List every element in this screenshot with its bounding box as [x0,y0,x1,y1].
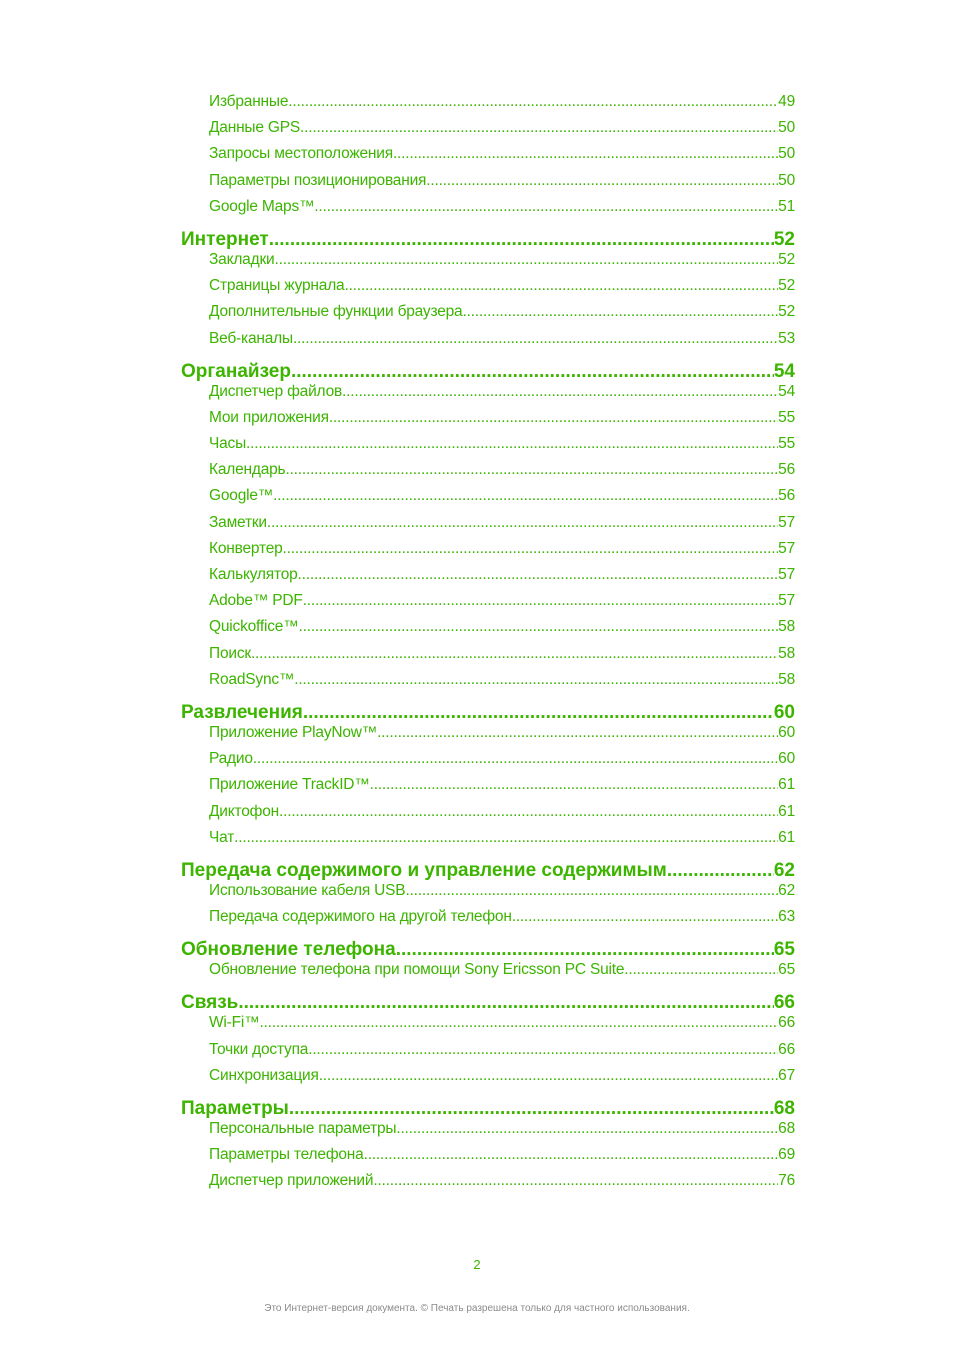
toc-entry-title: Заметки [209,513,267,531]
dot-leader [393,141,778,167]
toc-page-number: 54 [778,382,795,400]
dot-leader [298,562,779,588]
toc-entry[interactable] [181,536,795,562]
toc-page-number: 68 [773,1098,795,1119]
toc-page-number: 60 [778,750,795,768]
dot-leader [293,326,778,352]
toc-entry-title: Диспетчер файлов [209,382,343,400]
dot-leader [512,904,778,930]
toc-entry-title: Приложение PlayNow™ [209,723,378,741]
dot-leader [396,1116,778,1142]
toc-page-number: 66 [778,1040,795,1058]
toc-entry-title: Поиск [209,644,251,662]
dot-leader [267,510,778,536]
toc-entry-title: Страницы журнала [209,277,345,295]
dot-leader [373,1168,778,1194]
toc-section-title: Органайзер [181,360,291,382]
toc-page-number: 51 [778,197,795,215]
toc-entry-title: Веб-каналы [209,329,293,347]
toc-page-number: 65 [773,939,795,961]
toc-page-number: 49 [778,93,795,110]
toc-entry[interactable] [181,825,795,851]
toc-entry[interactable] [181,1037,795,1063]
toc-entry[interactable] [181,772,795,798]
table-of-contents [181,89,795,1195]
toc-page-number: 52 [778,250,795,268]
dot-leader [251,641,778,667]
dot-leader [370,772,779,798]
toc-entry[interactable] [181,799,795,825]
toc-page-number: 67 [778,1066,795,1084]
toc-entry-title: Диктофон [209,802,279,820]
toc-entry-title: Мои приложения [209,408,329,426]
dot-leader [314,194,778,220]
toc-page-number: 66 [778,1014,795,1032]
toc-entry[interactable] [181,1116,795,1142]
toc-entry[interactable] [181,1063,795,1089]
toc-section-title: Связь [181,992,239,1014]
toc-entry-title: Google™ [209,487,274,505]
dot-leader [319,1063,778,1089]
dot-leader [405,878,778,904]
toc-page-number: 58 [778,618,795,636]
toc-entry[interactable] [181,510,795,536]
toc-entry[interactable] [181,720,795,746]
toc-entry[interactable] [181,641,795,667]
toc-entry[interactable] [181,588,795,614]
toc-entry[interactable] [181,273,795,299]
dot-leader [288,89,778,115]
dot-leader [283,536,779,562]
dot-leader [624,957,778,983]
toc-entry-title: Дополнительные функции браузера [209,303,463,321]
dot-leader [246,431,778,457]
toc-page-number: 69 [778,1146,795,1164]
toc-page-number: 54 [773,360,795,382]
toc-entry[interactable] [181,483,795,509]
toc-page-number: 57 [778,566,795,583]
dot-leader [294,667,778,693]
toc-page-number: 62 [778,881,795,899]
dot-leader [342,379,778,405]
dot-leader [275,247,779,273]
toc-entry[interactable] [181,746,795,772]
dot-leader [299,614,779,640]
dot-leader [253,746,778,772]
toc-page-number: 57 [778,539,795,557]
toc-entry[interactable] [181,1142,795,1168]
toc-page-number: 58 [778,670,795,688]
toc-page-number: 66 [773,992,795,1014]
toc-page-number: 56 [778,461,795,479]
toc-entry[interactable] [181,405,795,431]
toc-entry-title: Калькулятор [209,566,298,583]
dot-leader [285,457,778,483]
toc-page-number: 76 [778,1172,795,1190]
dot-leader [364,1142,779,1168]
toc-entry-title: Google Maps™ [209,197,315,215]
toc-entry[interactable] [181,299,795,325]
footer-note: Это Интернет-версия документа. © Печать разрешена только для частного использования. [264,1303,690,1314]
toc-entry-title: Quickoffice™ [209,618,299,636]
toc-entry[interactable] [181,326,795,352]
toc-page-number: 62 [773,859,795,881]
toc-entry-title: Wi-Fi™ [209,1014,260,1032]
toc-entry-title: Конвертер [209,539,283,557]
dot-leader [279,799,778,825]
toc-entry-title: Закладки [209,250,275,268]
toc-entry-title: Использование кабеля USB [209,881,406,899]
dot-leader [273,483,778,509]
toc-page-number: 60 [778,723,795,741]
dot-leader [300,115,778,141]
toc-entry-title: Календарь [209,461,286,479]
toc-page-number: 52 [778,277,795,295]
toc-entry-title: Синхронизация [209,1066,319,1084]
toc-section-title: Обновление телефона [181,939,396,961]
toc-entry[interactable] [181,168,795,194]
toc-entry[interactable] [181,431,795,457]
toc-entry-title: Избранные [209,93,289,110]
toc-page-number: 50 [778,119,795,137]
toc-entry[interactable] [181,1010,795,1036]
toc-entry[interactable] [181,904,795,930]
toc-page-number: 52 [773,228,795,250]
toc-page-number: 68 [778,1120,795,1137]
toc-page-number: 50 [778,171,795,189]
dot-leader [462,299,778,325]
toc-page-number: 52 [778,303,795,321]
toc-entry-title: Диспетчер приложений [209,1172,374,1190]
toc-entry[interactable] [181,247,795,273]
toc-entry[interactable] [181,667,795,693]
toc-section-title: Параметры [181,1098,289,1119]
toc-entry[interactable] [181,614,795,640]
toc-page-number: 56 [778,487,795,505]
toc-entry-title: Передача содержимого на другой телефон [209,908,512,926]
toc-page-number: 53 [778,329,795,347]
toc-entry-title: Часы [209,435,247,453]
toc-page-number: 55 [778,408,795,426]
toc-entry[interactable] [181,878,795,904]
toc-entry-title: Чат [209,828,235,846]
toc-entry-title: RoadSync™ [209,670,295,688]
toc-entry-title: Персональные параметры [209,1120,397,1137]
toc-entry-title: Запросы местоположения [209,145,393,163]
toc-page-number: 57 [778,592,795,610]
toc-entry[interactable] [181,379,795,405]
toc-entry[interactable] [181,562,795,588]
toc-entry-title: Параметры позиционирования [209,171,427,189]
toc-entry-title: Параметры телефона [209,1146,364,1164]
toc-entry[interactable] [181,1168,795,1194]
dot-leader [426,168,778,194]
toc-entry-title: Точки доступа [209,1040,309,1058]
toc-entry[interactable] [181,141,795,167]
page-number: 2 [473,1257,481,1272]
toc-entry-title: Радио [209,750,253,768]
toc-page-number: 61 [778,802,795,820]
toc-entry-title: Приложение TrackID™ [209,776,370,794]
toc-page-number: 60 [773,701,795,723]
toc-page-number: 61 [778,776,795,794]
toc-page-number: 61 [778,828,795,846]
toc-section-title: Развлечения [181,701,303,723]
dot-leader [344,273,778,299]
toc-section-title: Передача содержимого и управление содержимым [181,859,667,881]
toc-entry-title: Adobe™ PDF [209,592,303,610]
toc-page-number: 50 [778,145,795,163]
dot-leader [234,825,778,851]
dot-leader [303,588,779,614]
dot-leader [308,1037,778,1063]
toc-section-title: Интернет [181,228,269,250]
toc-entry-title: Данные GPS [209,119,301,137]
toc-entry[interactable] [181,457,795,483]
toc-page-number: 58 [778,644,795,662]
toc-entry-title: Обновление телефона при помощи Sony Ericsson PC Suite [209,961,625,979]
toc-page-number: 55 [778,435,795,453]
dot-leader [329,405,778,431]
toc-page-number: 63 [778,908,795,926]
toc-page-number: 57 [778,513,795,531]
toc-entry[interactable] [181,89,795,115]
toc-entry[interactable] [181,957,795,983]
toc-page-number: 65 [778,961,795,979]
dot-leader [377,720,778,746]
toc-entry[interactable] [181,115,795,141]
dot-leader [259,1010,778,1036]
toc-entry[interactable] [181,194,795,220]
